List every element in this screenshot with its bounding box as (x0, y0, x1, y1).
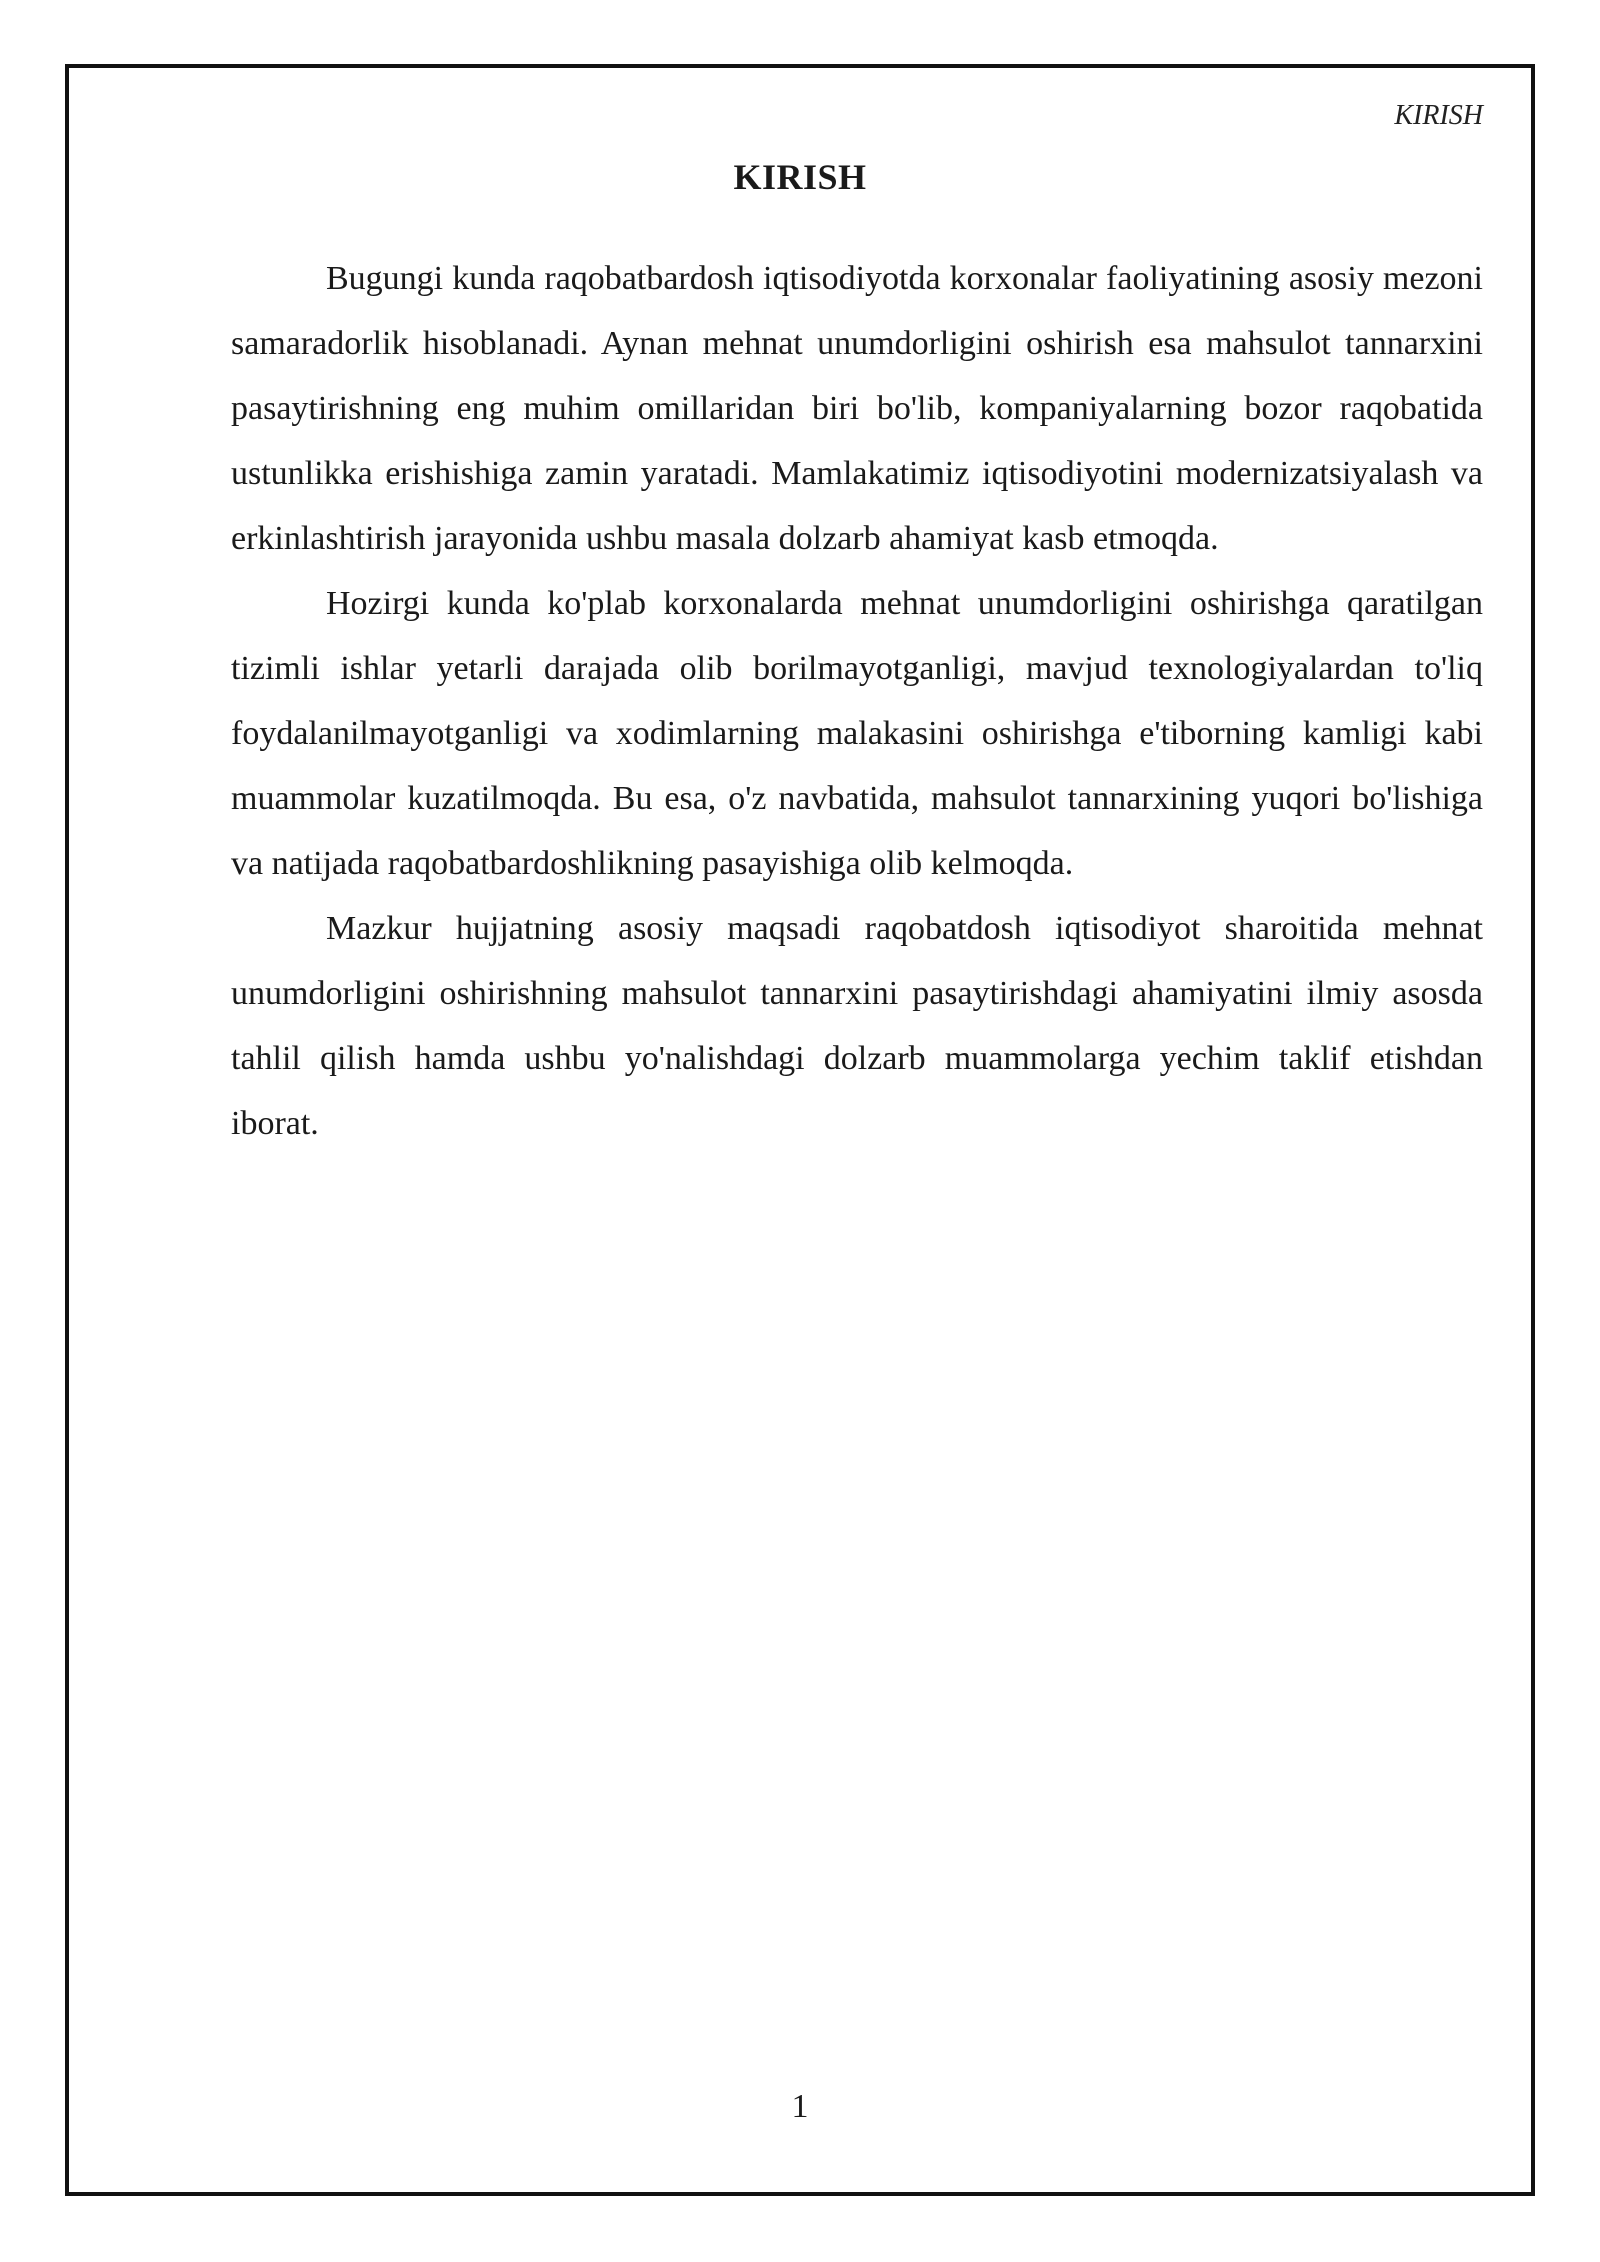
document-body (231, 246, 1483, 1156)
paragraph-2: Hozirgi kunda ko'plab korxonalarda mehnat unumdorligini oshirishga qaratilgan tizimli ishlar yetarli darajada olib borilmayotganligi, mavjud texnologiyalardan to'liq foydalanilmayotganligi va xodimlarning malakasini oshirishga e'tiborning kamligi kabi muammolar kuzatilmoqda. Bu esa, o'z navbatida, mahsulot tannarxining yuqori bo'lishiga va natijada raqobatbardoshlikning pasayishiga olib kelmoqda. (231, 585, 1483, 882)
paragraph-1: Bugungi kunda raqobatbardosh iqtisodiyotda korxonalar faoliyatining asosiy mezoni samaradorlik hisoblanadi. Aynan mehnat unumdorligini oshirish esa mahsulot tannarxini pasaytirishning eng muhim omillaridan biri bo'lib, kompaniyalarning bozor raqobatida ustunlikka erishishiga zamin yaratadi. Mamlakatimiz iqtisodiyotini modernizatsiyalash va erkinlashtirish jarayonida ushbu masala dolzarb ahamiyat kasb etmoqda. (231, 260, 1483, 557)
page-title: KIRISH (733, 157, 867, 197)
page-border (65, 64, 1535, 2196)
paragraph-3: Mazkur hujjatning asosiy maqsadi raqobatdosh iqtisodiyot sharoitida mehnat unumdorligini oshirishning mahsulot tannarxini pasaytirishdagi ahamiyatini ilmiy asosda tahlil qilish hamda ushbu yo'nalishdagi dolzarb muammolarga yechim taklif etishdan iborat. (231, 910, 1483, 1142)
page-number: 1 (791, 2088, 809, 2125)
running-header: KIRISH (1394, 100, 1483, 131)
